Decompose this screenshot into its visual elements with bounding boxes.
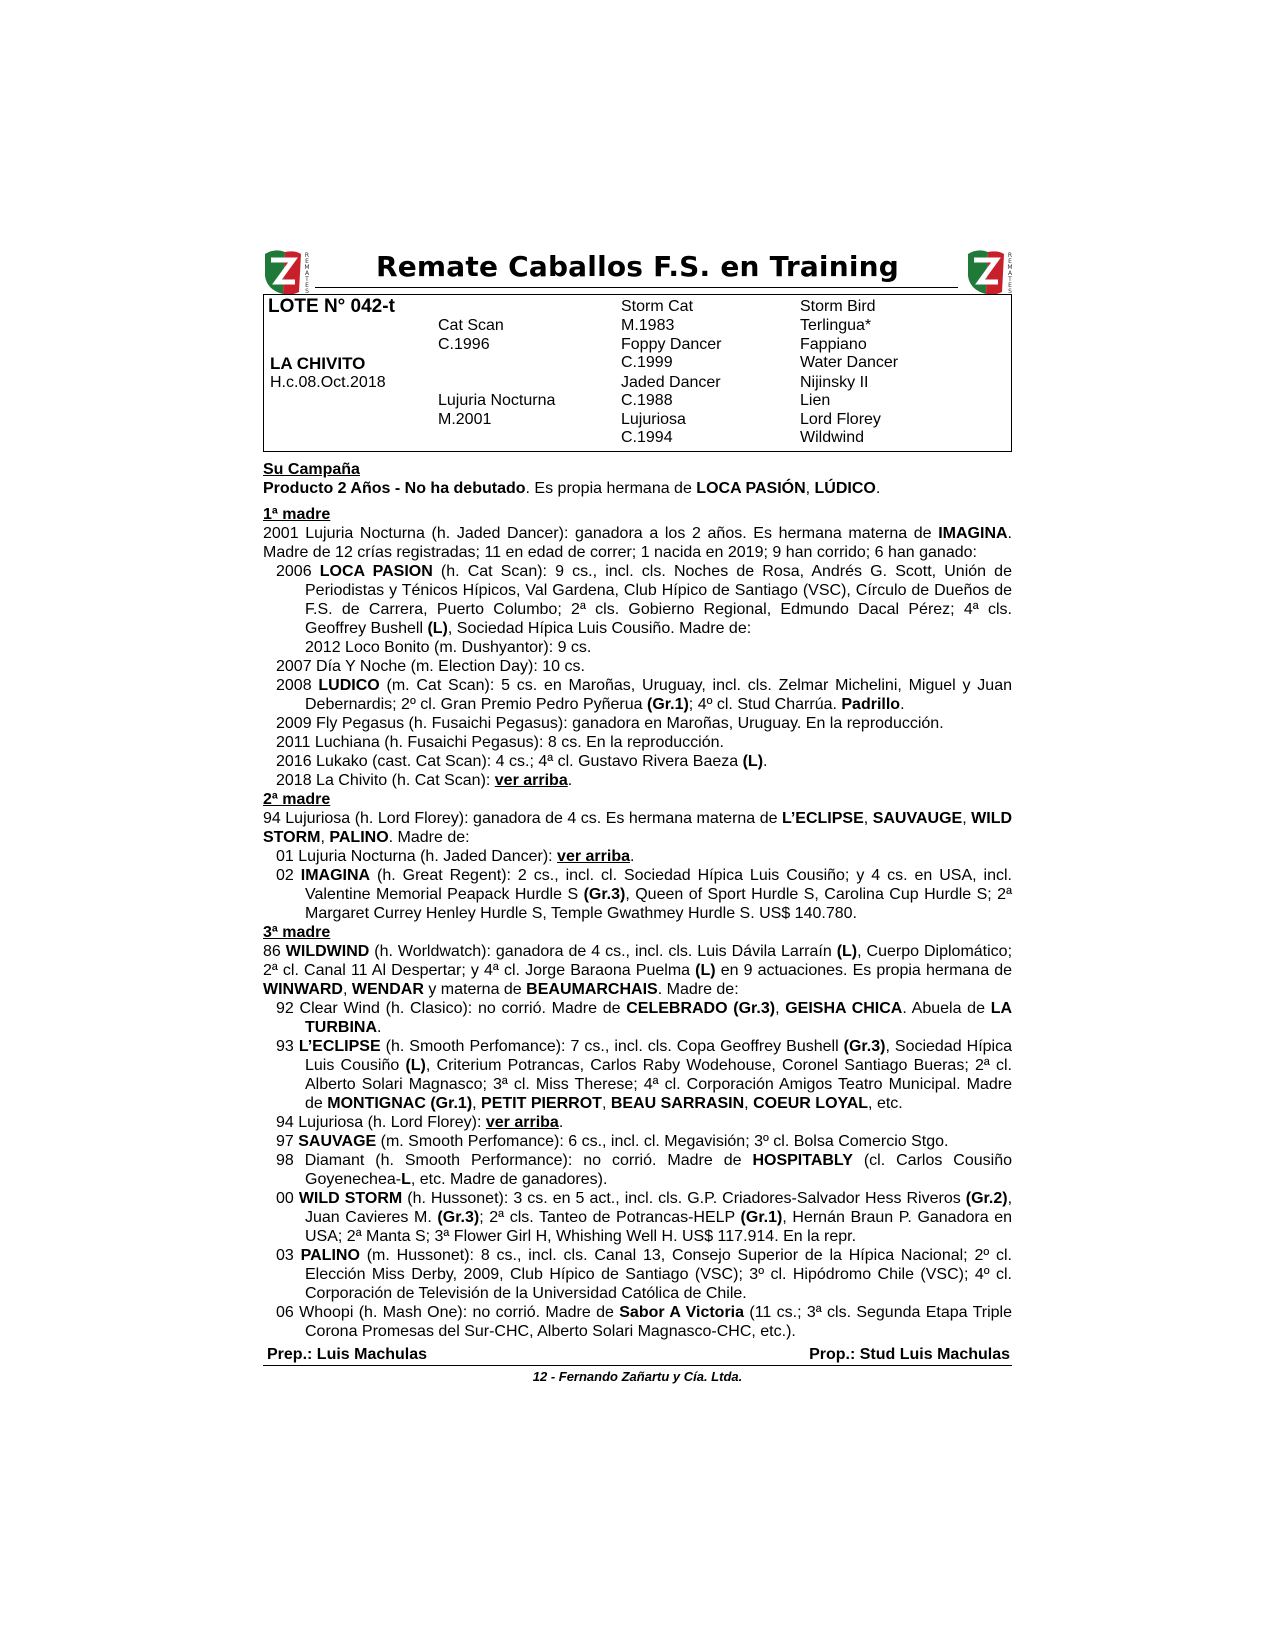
svg-text:T: T: [305, 276, 309, 283]
lote-number: LOTE N° 042-t: [268, 296, 395, 317]
svg-text:E: E: [305, 258, 309, 265]
second-dam-intro: 94 Lujuriosa (h. Lord Florey): ganadora de 4 cs. Es hermana materna de L’ECLIPSE, SAUVAUGE, WILD STORM, PALINO. Madre de:: [263, 810, 1013, 846]
campaign-section: [263, 460, 1012, 498]
grandsire-maternal: Jaded Dancer: [621, 374, 721, 391]
remates-logo-right: [964, 246, 1018, 296]
page-header: [263, 236, 1012, 294]
produce-entry: 2007 Día Y Noche (m. Election Day): 10 cs.: [276, 658, 585, 675]
produce-entry: 02 IMAGINA (h. Great Regent): 2 cs., incl. cl. Sociedad Hípica Luis Cousiño; y 4 cs. en USA, incl. Valentine Memorial Peapack Hurdle S (Gr.3), Queen of Sport Hurdle S, Carolina Cup Hurdle S; 2ª Margaret Currey Henley Hurdle S, Temple Gwathmey Hurdle S. US$ 140.780.: [276, 867, 1013, 922]
ancestor-4-7: Lord Florey: [800, 411, 881, 428]
first-dam-intro: 2001 Lujuria Nocturna (h. Jaded Dancer): ganadora a los 2 años. Es hermana materna de IMAGINA. Madre de 12 crías registradas; 11 en edad de correr; 1 nacida en 2019; 9 han corrido; 6 han ganado:: [263, 525, 1012, 561]
granddam-paternal-info: C.1999: [621, 354, 673, 371]
produce-entry: 2018 La Chivito (h. Cat Scan): ver arriba.: [276, 772, 573, 789]
svg-text:E: E: [1008, 258, 1012, 265]
section-heading-1a-madre: 1ª madre: [263, 506, 331, 523]
first-dam-section: [263, 505, 1012, 790]
ancestor-4-8: Wildwind: [800, 429, 865, 446]
produce-entry: 06 Whoopi (h. Mash One): no corrió. Madre de Sabor A Victoria (11 cs.; 3ª cls. Segunda Etapa Triple Corona Promesas del Sur-CHC, Alberto Solari Magnasco-CHC, etc.).: [276, 1304, 1013, 1340]
svg-text:A: A: [1007, 270, 1013, 277]
third-dam-intro: 86 WILDWIND (h. Worldwatch): ganadora de 4 cs., incl. cls. Luis Dávila Larraín (L), Cuerpo Diplomático; 2ª cl. Canal 11 Al Despertar; y 4ª cl. Jorge Baraona Puelma (L) en 9 actuaciones. Es propia hermana de WINWARD, WENDAR y materna de BEAUMARCHAIS. Madre de:: [263, 943, 1013, 998]
section-heading-2a-madre: 2ª madre: [263, 791, 331, 808]
svg-text:S: S: [305, 288, 309, 295]
produce-entry: 97 SAUVAGE (m. Smooth Perfomance): 6 cs., incl. cl. Megavisión; 3º cl. Bolsa Comercio Stgo.: [276, 1133, 949, 1150]
produce-entry: 2006 LOCA PASION (h. Cat Scan): 9 cs., incl. cls. Noches de Rosa, Andrés G. Scott, Unión de Periodistas y Ténicos Hípicos, Val Gardena, Club Hípico de Santiago (VSC), Círculo de Dueños de F.S. de Carrera, Puerto Columbo; 2ª cls. Gobierno Regional, Edmundo Dacal Pérez; 4ª cls. Geoffrey Bushell (L), Sociedad Hípica Luis Cousiño. Madre de:: [276, 563, 1012, 637]
svg-text:M: M: [304, 264, 310, 271]
produce-entry: 98 Diamant (h. Smooth Performance): no corrió. Madre de HOSPITABLY (cl. Carlos Cousiño Goyenechea-L, etc. Madre de ganadores).: [276, 1152, 1012, 1188]
svg-text:T: T: [1008, 276, 1012, 283]
header-rule: [315, 287, 958, 288]
svg-text:M: M: [1007, 264, 1013, 271]
sire-info: C.1996: [438, 336, 490, 353]
produce-entry: 93 L’ECLIPSE (h. Smooth Perfomance): 7 cs., incl. cls. Copa Geoffrey Bushell (Gr.3), Sociedad Hípica Luis Cousiño (L), Criterium Potrancas, Carlos Raby Wodehouse, Coronel Santiago Bueras; 2ª cl. Alberto Solari Magnasco; 3ª cl. Miss Therese; 4ª cl. Corporación Amigos Teatro Municipal. Madre de MONTIGNAC (Gr.1), PETIT PIERROT, BEAU SARRASIN, COEUR LOYAL, etc.: [276, 1038, 1012, 1112]
remates-logo-left: [261, 246, 315, 296]
svg-text:S: S: [1008, 288, 1012, 295]
svg-text:A: A: [304, 270, 310, 277]
produce-sub-entry: 2012 Loco Bonito (m. Dushyantor): 9 cs.: [305, 639, 592, 656]
produce-entry: 2008 LUDICO (m. Cat Scan): 5 cs. en Maroñas, Uruguay, incl. cls. Zelmar Michelini, Miguel y Juan Debernardis; 2º cl. Gran Premio Pedro Pyñerua (Gr.1); 4º cl. Stud Charrúa. Padrillo.: [276, 677, 1012, 713]
ancestor-4-5: Nijinsky II: [800, 374, 869, 391]
granddam-maternal-info: C.1994: [621, 429, 673, 446]
section-heading-campana: Su Campaña: [263, 461, 360, 478]
page-title: Remate Caballos F.S. en Training: [375, 250, 900, 283]
svg-text:E: E: [1008, 282, 1012, 289]
footer-rule: [263, 1365, 1012, 1366]
campaign-text: Producto 2 Años - No ha debutado. Es propia hermana de LOCA PASIÓN, LÚDICO.: [263, 480, 881, 497]
ancestor-4-1: Storm Bird: [800, 298, 876, 315]
third-dam-section: [263, 923, 1012, 1341]
preparer: Prep.: Luis Machulas: [267, 1346, 428, 1363]
sire-name: Cat Scan: [438, 317, 504, 334]
svg-text:R: R: [304, 252, 310, 259]
produce-entry: 2016 Lukako (cast. Cat Scan): 4 cs.; 4ª cl. Gustavo Rivera Baeza (L).: [276, 753, 768, 770]
section-heading-3a-madre: 3ª madre: [263, 924, 331, 941]
dam-name: Lujuria Nocturna: [438, 392, 556, 409]
ancestor-4-4: Water Dancer: [800, 354, 899, 371]
svg-text:R: R: [1007, 252, 1013, 259]
catalog-page: [263, 236, 1012, 1384]
ancestor-4-6: Lien: [800, 392, 831, 409]
dam-info: M.2001: [438, 411, 492, 428]
grandsire-maternal-info: C.1988: [621, 392, 673, 409]
produce-entry: 2009 Fly Pegasus (h. Fusaichi Pegasus): ganadora en Maroñas, Uruguay. En la reproducción.: [276, 715, 944, 732]
ancestor-4-3: Fappiano: [800, 336, 867, 353]
granddam-paternal: Foppy Dancer: [621, 336, 722, 353]
owner: Prop.: Stud Luis Machulas: [809, 1346, 1010, 1363]
produce-entry: 94 Lujuriosa (h. Lord Florey): ver arriba.: [276, 1114, 564, 1131]
grandsire-paternal-info: M.1983: [621, 317, 675, 334]
produce-entry: 03 PALINO (m. Hussonet): 8 cs., incl. cls. Canal 13, Consejo Superior de la Hípica Nacional; 2º cl. Elección Miss Derby, 2009, Club Hípico de Santiago (VSC); 3º cl. Hipódromo Chile (VSC); 4º cl. Corporación de Televisión de la Universidad Católica de Chile.: [276, 1247, 1012, 1302]
produce-entry: 2011 Luchiana (h. Fusaichi Pegasus): 8 cs. En la reproducción.: [276, 734, 724, 751]
horse-name: LA CHIVITO: [270, 354, 366, 373]
svg-text:E: E: [305, 282, 309, 289]
grandsire-paternal: Storm Cat: [621, 298, 694, 315]
granddam-maternal: Lujuriosa: [621, 411, 686, 428]
produce-entry: 92 Clear Wind (h. Clasico): no corrió. Madre de CELEBRADO (Gr.3), GEISHA CHICA. Abuela de LA TURBINA.: [276, 1000, 1013, 1036]
horse-info: H.c.08.Oct.2018: [270, 374, 386, 391]
ancestor-4-2: Terlingua*: [800, 317, 872, 334]
pedigree-box: [263, 294, 1012, 452]
prep-prop-row: [263, 1343, 1012, 1365]
produce-entry: 01 Lujuria Nocturna (h. Jaded Dancer): ver arriba.: [276, 848, 635, 865]
second-dam-section: [263, 790, 1012, 923]
produce-entry: 00 WILD STORM (h. Hussonet): 3 cs. en 5 act., incl. cls. G.P. Criadores-Salvador Hess Riveros (Gr.2), Juan Cavieres M. (Gr.3); 2ª cls. Tanteo de Potrancas-HELP (Gr.1), Hernán Braun P. Ganadora en USA; 2ª Manta S; 3ª Flower Girl H, Whishing Well H. US$ 117.914. En la repr.: [276, 1190, 1013, 1245]
page-footer: 12 - Fernando Zañartu y Cía. Ltda.: [532, 1369, 743, 1384]
